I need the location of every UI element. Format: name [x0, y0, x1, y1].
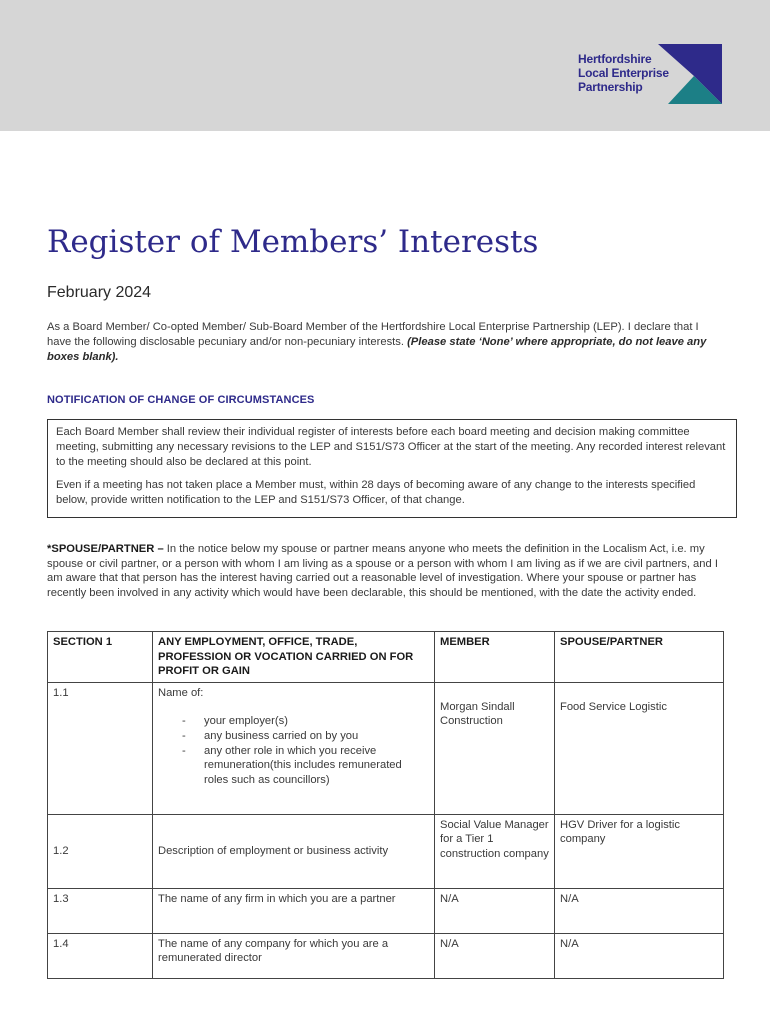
list-item — [182, 714, 429, 729]
notice-paragraph-1: Each Board Member shall review their individual register of interests before each board meeting and decision making committee meeting, submitting any necessary revisions to the LEP and S151/S73 Officer at the start of the meeting. Any recorded interest relevant to the meeting should also be declared at this point. — [56, 426, 726, 468]
table-row — [48, 814, 724, 888]
intro-text: As a Board Member/ Co-opted Member/ Sub-Board Member of the Hertfordshire Local Enterprise Partnership (LEP). I declare that I have the following disclosable pecuniary and/or non-pecuniary interests. — [47, 321, 699, 348]
page-title: Register of Members’ Interests — [47, 224, 539, 260]
logo-line-1: Hertfordshire — [578, 52, 652, 66]
list-item — [182, 744, 429, 788]
table-row — [48, 933, 724, 978]
dash-bullet: - — [182, 715, 186, 728]
intro-paragraph — [47, 320, 723, 365]
notice-paragraph-2: Even if a meeting has not taken place a Member must, within 28 days of becoming aware of any change to the interests specified below, provide written notification to the LEP and S151/S73 Officer, of that change. — [56, 479, 696, 506]
logo-triangle-icon — [658, 44, 722, 104]
row-1-3-member: N/A — [435, 888, 555, 933]
row-1-1-description — [153, 682, 435, 814]
row-1-4-spouse: N/A — [555, 933, 724, 978]
intro-emphasis: (Please state ‘None’ where appropriate, do not leave any boxes blank). — [47, 336, 707, 363]
header-member: MEMBER — [435, 632, 555, 683]
row-1-3-spouse: N/A — [555, 888, 724, 933]
dash-bullet: - — [182, 744, 186, 757]
list-item-text: any other role in which you receive remuneration(this includes remunerated roles such as councillors) — [204, 744, 402, 786]
table-header-row — [48, 632, 724, 683]
row-1-1-member — [435, 682, 555, 814]
header-spouse: SPOUSE/PARTNER — [555, 632, 724, 683]
row-1-2-section: 1.2 — [48, 814, 153, 888]
header-description: ANY EMPLOYMENT, OFFICE, TRADE, PROFESSION OR VOCATION CARRIED ON FOR PROFIT OR GAIN — [153, 632, 435, 683]
list-item — [182, 729, 429, 744]
row-1-1-list — [158, 714, 429, 787]
spouse-partner-note — [47, 542, 725, 600]
row-1-1-member-value: Morgan Sindall Construction — [440, 700, 515, 728]
row-1-3-section: 1.3 — [48, 888, 153, 933]
list-item-text: your employer(s) — [204, 715, 288, 728]
interests-table — [47, 631, 724, 979]
dash-bullet: - — [182, 729, 186, 742]
spouse-lead: *SPOUSE/PARTNER – — [47, 543, 164, 555]
row-1-2-description: Description of employment or business activity — [153, 814, 435, 888]
notice-box — [47, 419, 737, 518]
row-1-1-section: 1.1 — [48, 682, 153, 814]
header-band — [0, 0, 770, 131]
table-row — [48, 888, 724, 933]
row-1-1-spouse-value: Food Service Logistic — [560, 700, 667, 713]
notice-heading: NOTIFICATION OF CHANGE OF CIRCUMSTANCES — [47, 394, 315, 406]
logo-line-3: Partnership — [578, 80, 643, 94]
hertfordshire-lep-logo — [578, 44, 722, 104]
row-1-1-intro: Name of: — [158, 686, 204, 699]
row-1-4-section: 1.4 — [48, 933, 153, 978]
row-1-4-description: The name of any company for which you are a remunerated director — [153, 933, 435, 978]
list-item-text: any business carried on by you — [204, 729, 359, 742]
spouse-text: In the notice below my spouse or partner means anyone who meets the definition in the Localism Act, i.e. my spouse or civil partner, or a person with whom I am living as a spouse or a person with whom I am living as if we are civil partners, and I am aware that that person has the interest having carried out a reasonable level of investigation. Where your spouse or partner has recently been involved in any activity which would have been declarable, this should be mentioned, with the date the activity ended. — [47, 543, 718, 599]
logo-line-2: Local Enterprise — [578, 66, 669, 80]
table-row — [48, 682, 724, 814]
row-1-1-spouse — [555, 682, 724, 814]
row-1-3-description: The name of any firm in which you are a partner — [153, 888, 435, 933]
document-date: February 2024 — [47, 284, 152, 301]
row-1-4-member: N/A — [435, 933, 555, 978]
row-1-2-spouse: HGV Driver for a logistic company — [555, 814, 724, 888]
header-section: SECTION 1 — [48, 632, 153, 683]
row-1-2-member: Social Value Manager for a Tier 1 construction company — [435, 814, 555, 888]
